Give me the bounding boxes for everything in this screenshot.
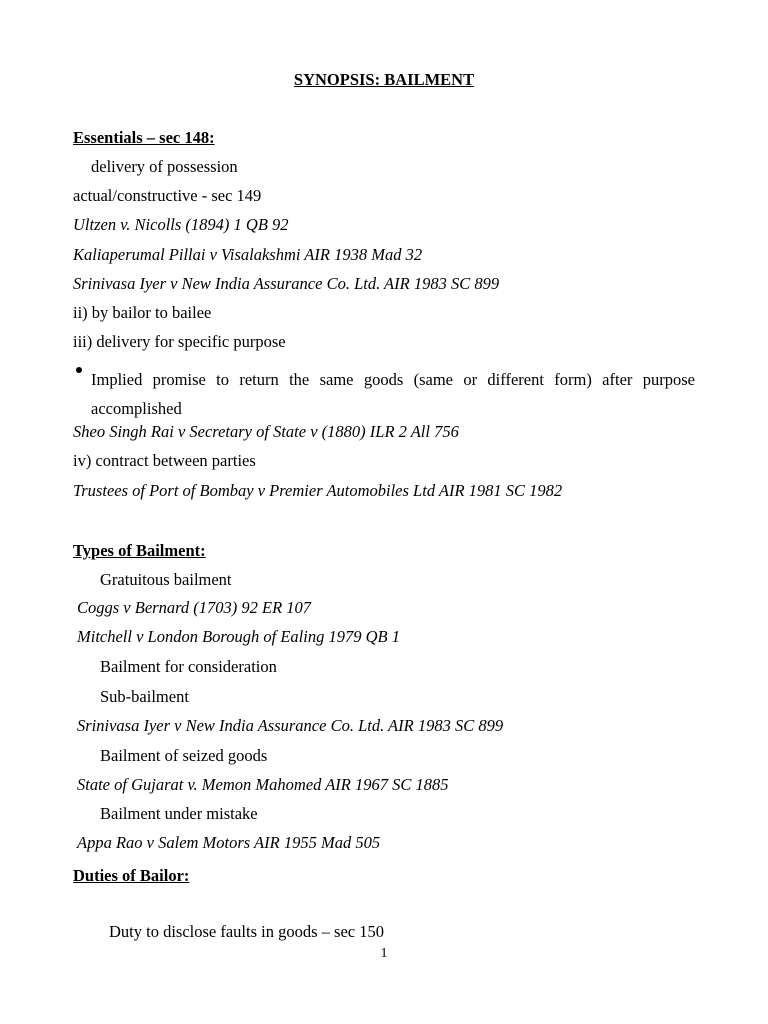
type-sub-bailment: Sub-bailment (100, 687, 189, 706)
type-gratuitous: Gratuitous bailment (100, 570, 232, 589)
case-citation: Ultzen v. Nicolls (1894) 1 QB 92 (73, 215, 289, 234)
page-number: 1 (380, 946, 388, 961)
case-citation: Coggs v Bernard (1703) 92 ER 107 (77, 598, 312, 617)
case-citation: State of Gujarat v. Memon Mahomed AIR 1967 SC 1885 (77, 775, 449, 794)
case-citation: Trustees of Port of Bombay v Premier Automobiles Ltd AIR 1981 SC 1982 (73, 481, 563, 500)
type-consideration: Bailment for consideration (100, 657, 277, 676)
essentials-point-contract: iv) contract between parties (73, 451, 256, 470)
case-citation: Sheo Singh Rai v Secretary of State v (1880) ILR 2 All 756 (73, 422, 459, 441)
document-title: SYNOPSIS: BAILMENT (293, 70, 475, 89)
bullet-implied-promise: Implied promise to return the same goods (same or different form) after purpose accomplished (91, 370, 695, 418)
bullet-icon (76, 367, 82, 373)
type-seized-goods: Bailment of seized goods (100, 746, 268, 765)
case-citation: Appa Rao v Salem Motors AIR 1955 Mad 505 (77, 833, 381, 852)
case-citation: Mitchell v London Borough of Ealing 1979 QB 1 (77, 627, 400, 646)
duties-heading: Duties of Bailor: (73, 866, 190, 885)
case-citation: Srinivasa Iyer v New India Assurance Co. Ltd. AIR 1983 SC 899 (77, 716, 504, 735)
essentials-heading: Essentials – sec 148: (73, 128, 215, 147)
essentials-point-bailor-to-bailee: ii) by bailor to bailee (73, 303, 212, 322)
types-heading: Types of Bailment: (73, 541, 206, 560)
case-citation: Srinivasa Iyer v New India Assurance Co. Ltd. AIR 1983 SC 899 (73, 274, 500, 293)
duty-disclose-faults: Duty to disclose faults in goods – sec 150 (109, 922, 384, 941)
essentials-point-specific-purpose: iii) delivery for specific purpose (73, 332, 286, 351)
case-citation: Kaliaperumal Pillai v Visalakshmi AIR 1938 Mad 32 (73, 245, 423, 264)
essentials-point-actual-constructive: actual/constructive - sec 149 (73, 186, 262, 205)
type-mistake: Bailment under mistake (100, 804, 258, 823)
essentials-point-delivery: delivery of possession (91, 157, 238, 176)
